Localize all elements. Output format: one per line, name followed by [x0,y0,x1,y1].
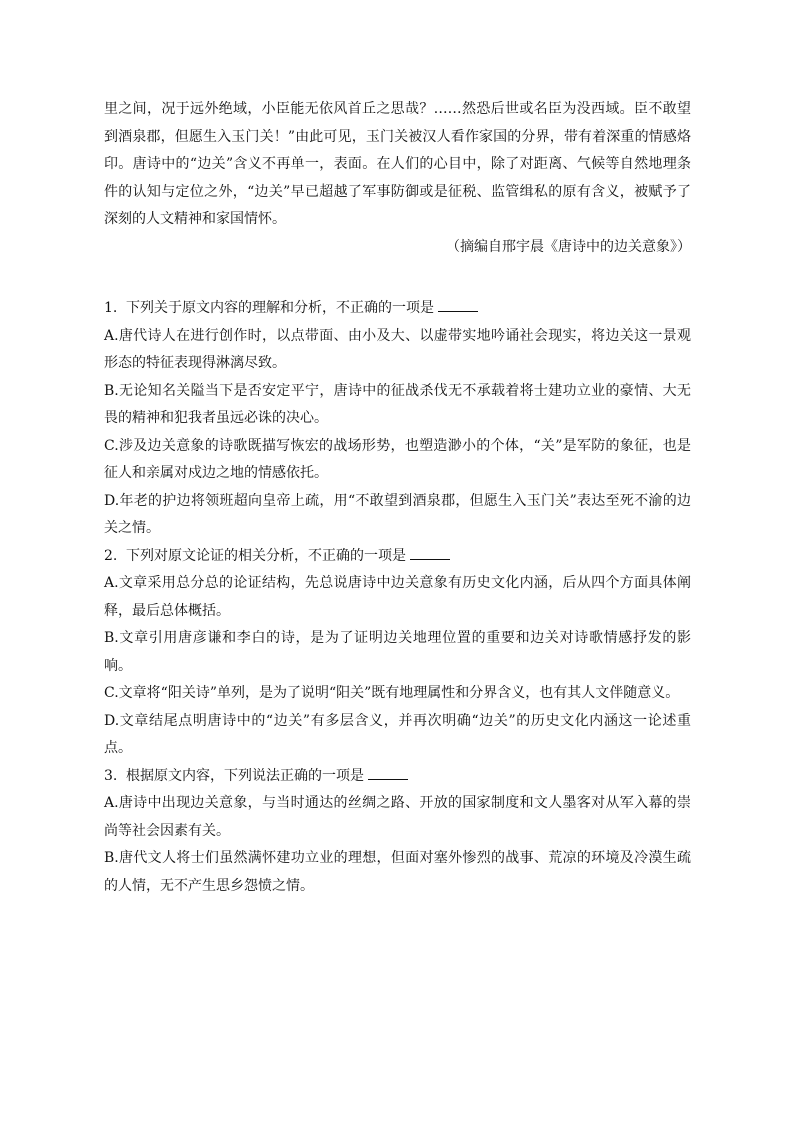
answer-blank[interactable] [410,545,450,560]
question-text: 根据原文内容，下列说法正确的一项是 [126,767,364,784]
question-text: 下列关于原文内容的理解和分析，不正确的一项是 [126,300,434,316]
option-b: B.唐代文人将士们虽然满怀建功立业的理想，但面对塞外惨烈的战事、荒凉的环境及冷漠生疏的人情，无不产生思乡怨愤之情。 [104,850,691,894]
question-title [104,295,691,323]
option-d: D.年老的护边将领班超向皇帝上疏，用“不敢望到酒泉郡，但愿生入玉门关”表达至死不渝的边关之情。 [104,492,691,536]
article-source: （摘编自邢宇晨《唐诗中的边关意象》） [446,238,691,255]
question-text: 下列对原文论证的相关分析，不正确的一项是 [126,547,406,564]
question-title [104,543,691,571]
question-2 [104,543,691,763]
article-paragraph: 里之间，况于远外绝域，小臣能无依风首丘之思哉？……然恐后世或名臣为没西域。臣不敢望到酒泉郡，但愿生入玉门关！”由此可见，玉门关被汉人看作家国的分界，带有着深重的情感烙印。唐诗中的“边关”含义不再单一，表面。在人们的心目中，除了对距离、气候等自然地理条件的认知与定位之外，“边关”早已超越了军事防御或是征税、监管缉私的原有含义，被赋予了深刻的人文精神和家国情怀。 [104,101,691,227]
option-b: B.无论知名关隘当下是否安定平宁，唐诗中的征战杀伐无不承载着将士建功立业的豪情、大无畏的精神和犯我者虽远必诛的决心。 [104,382,691,426]
question-number: 3. [104,767,118,784]
question-number: 2. [104,547,118,564]
question-number: 1. [104,300,118,316]
option-d: D.文章结尾点明唐诗中的“边关”有多层含义，并再次明确“边关”的历史文化内涵这一论述重点。 [104,712,691,756]
option-b: B.文章引用唐彦谦和李白的诗，是为了证明边关地理位置的重要和边关对诗歌情感抒发的影响。 [104,630,691,674]
answer-blank[interactable] [438,297,478,312]
option-c: C.涉及边关意象的诗歌既描写恢宏的战场形势，也塑造渺小的个体，“关”是军防的象征，也是征人和亲属对戍边之地的情感依托。 [104,437,691,481]
question-title [104,763,691,791]
question-1 [104,295,691,543]
option-c: C.文章将“阳关诗”单列，是为了说明“阳关”既有地理属性和分界含义，也有其人文伴随意义。 [104,685,680,701]
question-3 [104,763,691,901]
document-page [104,96,691,900]
answer-blank[interactable] [368,765,408,780]
option-a: A.文章采用总分总的论证结构，先总说唐诗中边关意象有历史文化内涵，后从四个方面具体阐释，最后总体概括。 [104,575,691,619]
question-list [104,295,691,900]
option-a: A.唐代诗人在进行创作时，以点带面、由小及大、以虚带实地吟诵社会现实，将边关这一景观形态的特征表现得淋漓尽致。 [104,327,691,371]
option-a: A.唐诗中出现边关意象，与当时通达的丝绸之路、开放的国家制度和文人墨客对从军入幕的崇尚等社会因素有关。 [104,795,691,839]
